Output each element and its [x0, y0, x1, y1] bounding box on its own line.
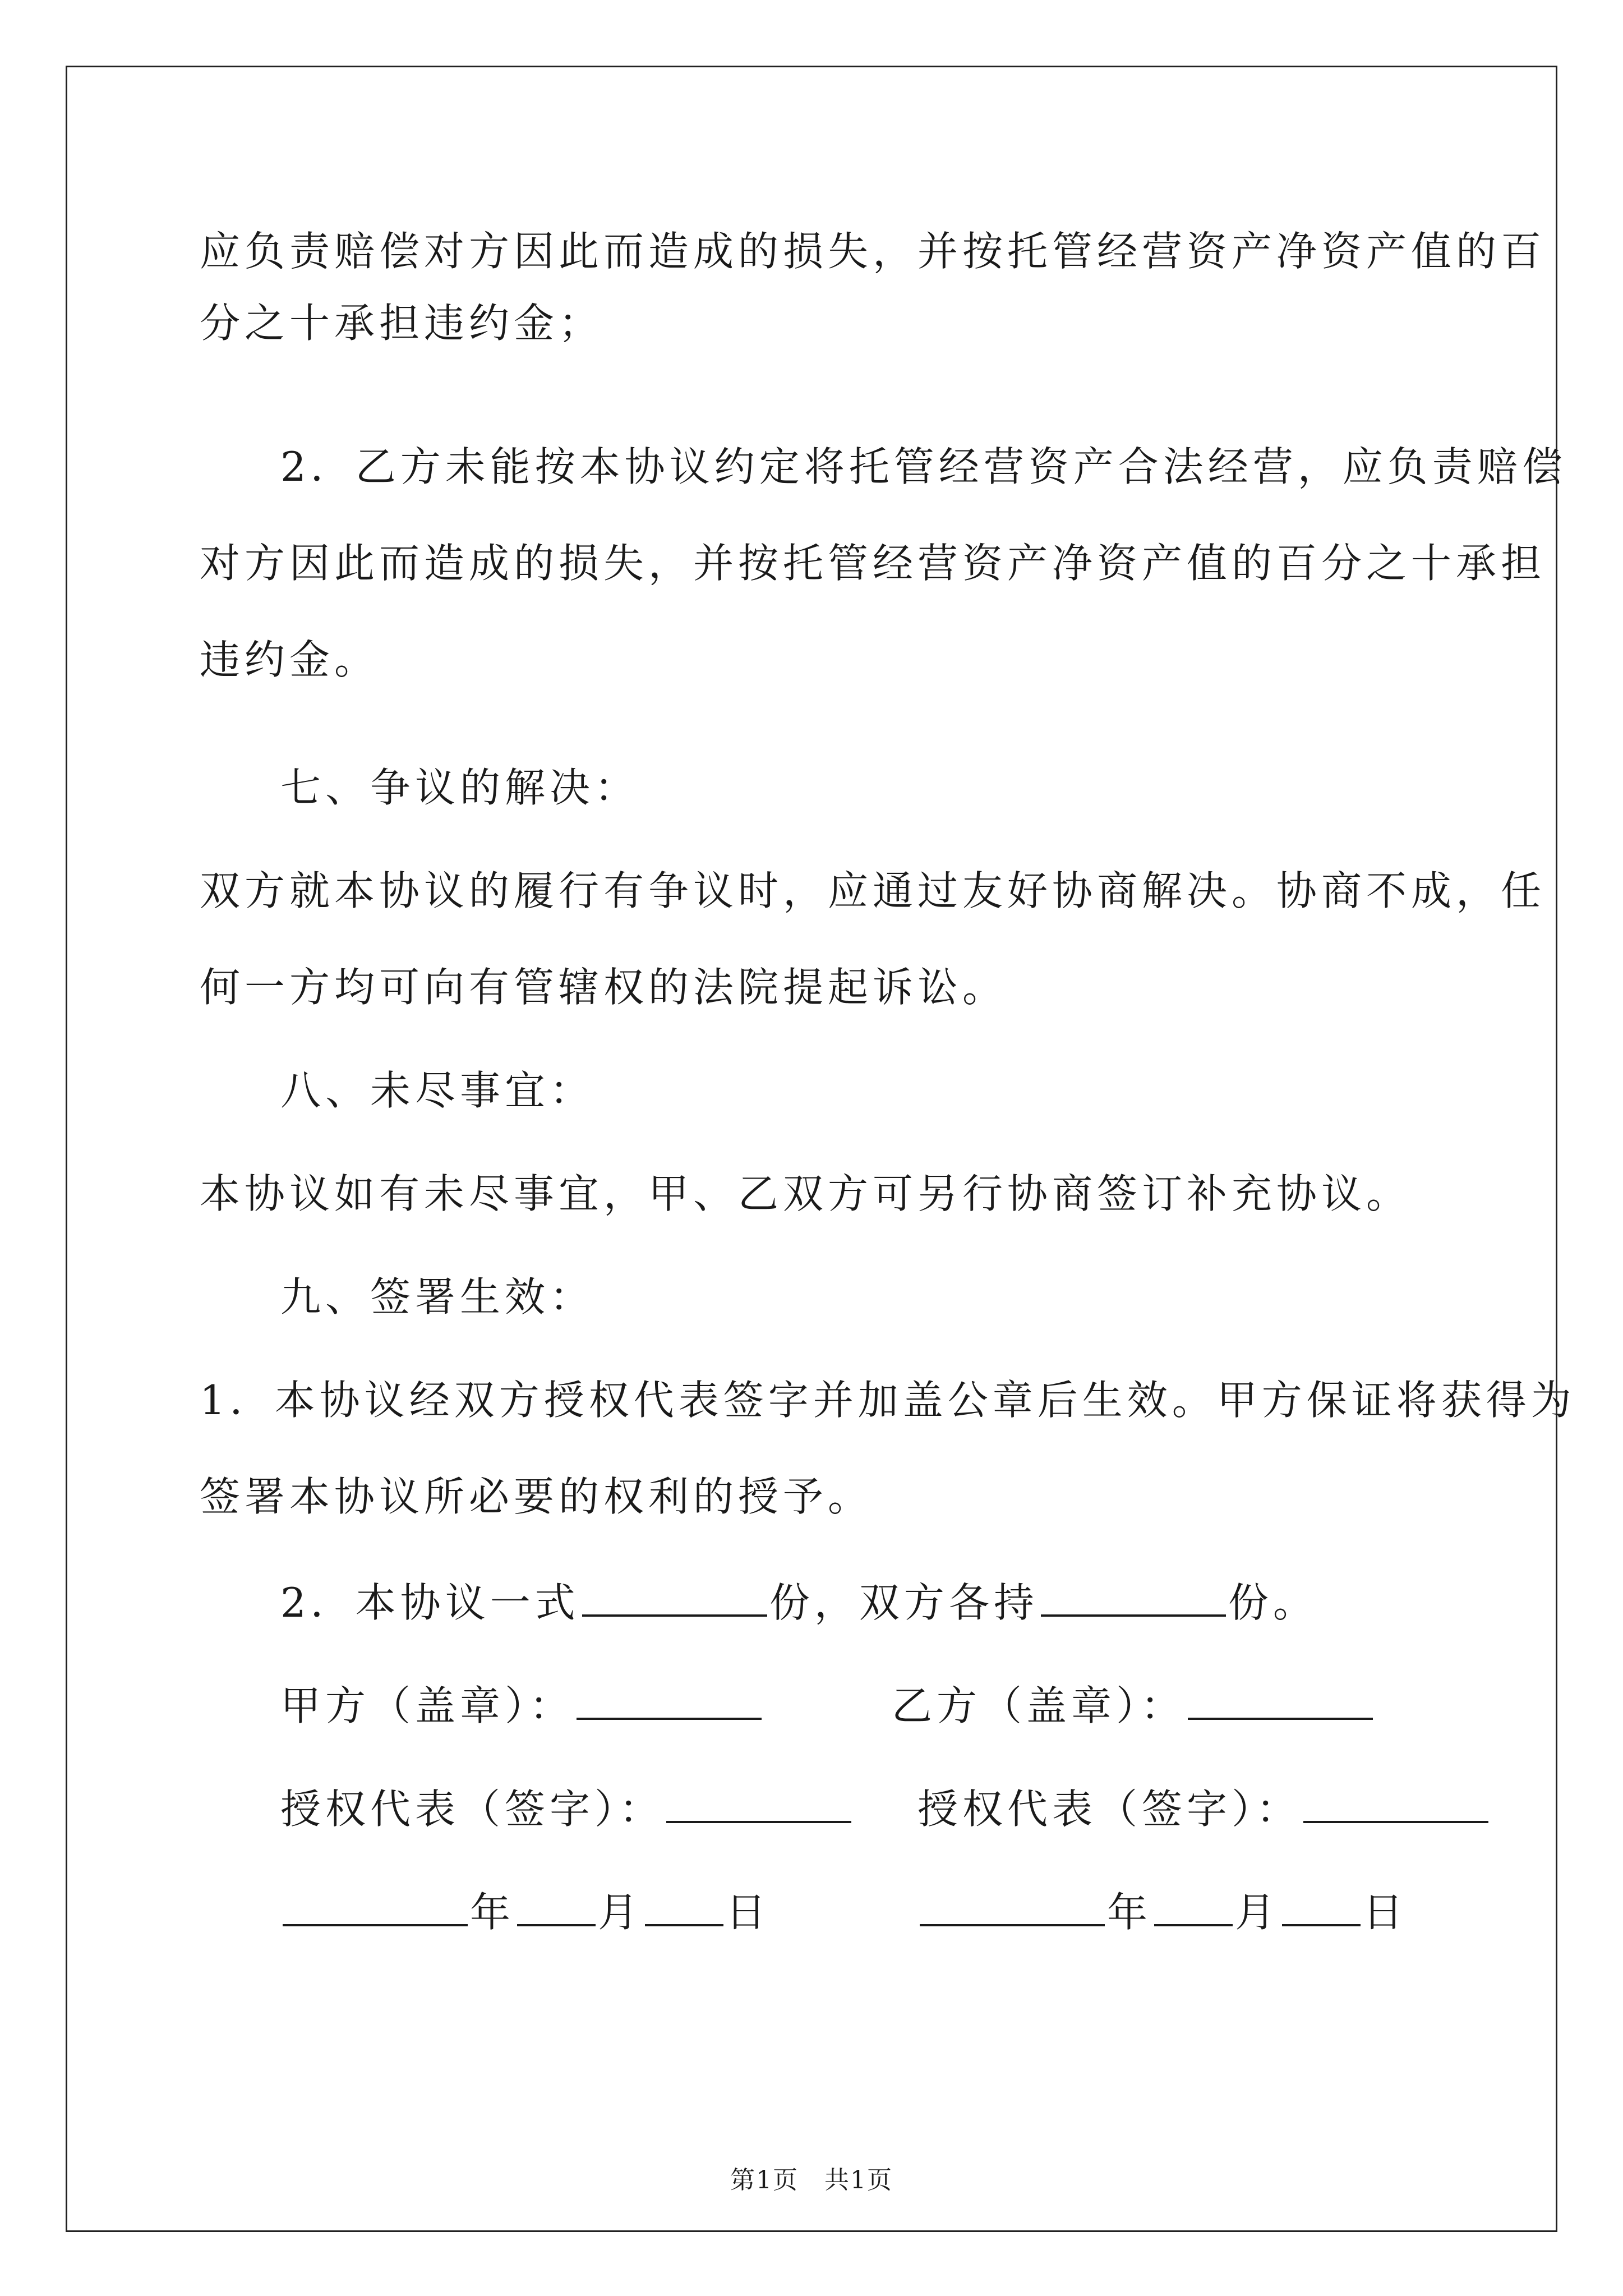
body-line-2: 分之十承担违约金； — [200, 300, 604, 347]
rep-b-label: 授权代表（签字）： — [917, 1786, 1302, 1833]
date-b-day-blank[interactable] — [1282, 1889, 1361, 1926]
date-a-year-label: 年 — [470, 1889, 515, 1936]
rep-b-blank[interactable] — [1303, 1786, 1488, 1823]
body-line-4: 对方因此而造成的损失，并按托管经营资产净资产值的百分之十承担 — [200, 540, 1546, 587]
rep-b-line — [917, 1786, 1491, 1833]
copies-text-3: 份。 — [1228, 1579, 1318, 1626]
section-heading-dispute: 七、争议的解决： — [280, 764, 640, 811]
date-a-day-label: 日 — [726, 1889, 771, 1936]
section-heading-effective: 九、签署生效： — [280, 1273, 595, 1320]
copies-line — [280, 1579, 1318, 1626]
rep-a-line — [280, 1786, 854, 1833]
date-a-year-blank[interactable] — [283, 1889, 468, 1926]
date-a-month-blank[interactable] — [517, 1889, 596, 1926]
copies-blank-2[interactable] — [1041, 1580, 1226, 1617]
rep-a-blank[interactable] — [666, 1786, 851, 1823]
body-line-3: 2．乙方未能按本协议约定将托管经营资产合法经营，应负责赔偿 — [280, 443, 1567, 490]
body-line-13: 签署本协议所必要的权利的授予。 — [200, 1473, 873, 1520]
body-line-8: 何一方均可向有管辖权的法院提起诉讼。 — [200, 964, 1008, 1011]
copies-text-2: 份，双方各持 — [769, 1579, 1039, 1626]
date-b-month-blank[interactable] — [1154, 1889, 1233, 1926]
body-line-10: 本协议如有未尽事宜，甲、乙双方可另行协商签订补充协议。 — [200, 1170, 1412, 1217]
rep-a-label: 授权代表（签字）： — [280, 1786, 665, 1833]
party-a-seal-line — [280, 1682, 764, 1729]
copies-blank-1[interactable] — [582, 1580, 767, 1617]
date-b-month-label: 月 — [1235, 1889, 1280, 1936]
party-b-seal-line — [892, 1682, 1375, 1729]
date-a-day-blank[interactable] — [645, 1889, 723, 1926]
section-heading-unsettled: 八、未尽事宜： — [280, 1067, 595, 1114]
date-b-line — [917, 1889, 1408, 1936]
date-a-month-label: 月 — [598, 1889, 643, 1936]
body-line-1: 应负责赔偿对方因此而造成的损失，并按托管经营资产净资产值的百 — [200, 228, 1546, 275]
date-b-year-blank[interactable] — [920, 1889, 1105, 1926]
date-a-line — [280, 1889, 771, 1936]
party-a-seal-label: 甲方（盖章）： — [280, 1682, 575, 1729]
party-a-seal-blank[interactable] — [577, 1683, 762, 1720]
date-b-day-label: 日 — [1363, 1889, 1408, 1936]
party-b-seal-label: 乙方（盖章）： — [892, 1682, 1186, 1729]
party-b-seal-blank[interactable] — [1188, 1683, 1373, 1720]
body-line-7: 双方就本协议的履行有争议时，应通过友好协商解决。协商不成，任 — [200, 867, 1546, 914]
body-line-12: 1．本协议经双方授权代表签字并加盖公章后生效。甲方保证将获得为 — [200, 1377, 1576, 1424]
page-footer: 第1页 共1页 — [730, 2166, 893, 2194]
body-line-5: 违约金。 — [200, 636, 380, 683]
copies-text-1: 2．本协议一式 — [280, 1579, 580, 1626]
date-b-year-label: 年 — [1107, 1889, 1152, 1936]
